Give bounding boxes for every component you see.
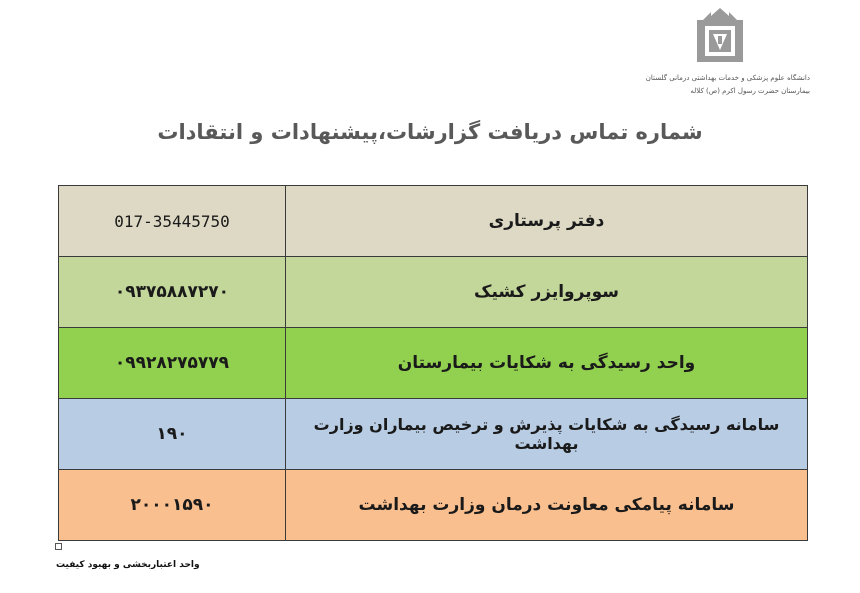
contact-number: 017-35445750 — [59, 186, 286, 257]
contact-label: سامانه رسیدگی به شکایات پذیرش و ترخیص بیماران وزارت بهداشت — [286, 399, 808, 470]
table-row — [59, 470, 808, 541]
organization-info — [600, 72, 810, 98]
contact-number: ۲۰۰۰۱۵۹۰ — [59, 470, 286, 541]
contact-label: واحد رسیدگی به شکایات بیمارستان — [286, 328, 808, 399]
contact-label: سوپروایزر کشیک — [286, 257, 808, 328]
table-row — [59, 399, 808, 470]
page-title: شماره تماس دریافت گزارشات،پیشنهادات و انتقادات — [157, 120, 703, 144]
contact-number: ۰۹۹۲۸۲۷۵۷۷۹ — [59, 328, 286, 399]
footer-department: واحد اعتباربخشی و بهبود کیفیت — [56, 560, 200, 570]
contact-label: سامانه پیامکی معاونت درمان وزارت بهداشت — [286, 470, 808, 541]
university-emblem-icon — [693, 6, 747, 64]
contact-number: ۰۹۳۷۵۸۸۷۲۷۰ — [59, 257, 286, 328]
table-row — [59, 186, 808, 257]
organization-name: دانشگاه علوم پزشکی و خدمات بهداشتی درمانی گلستان — [645, 74, 810, 82]
anchor-marker — [55, 543, 62, 550]
hospital-name: بیمارستان حضرت رسول اکرم (ص) کلاله — [690, 87, 810, 95]
contact-number: ۱۹۰ — [59, 399, 286, 470]
table-row — [59, 328, 808, 399]
contact-label: دفتر پرستاری — [286, 186, 808, 257]
contacts-table — [58, 185, 808, 541]
table-row — [59, 257, 808, 328]
